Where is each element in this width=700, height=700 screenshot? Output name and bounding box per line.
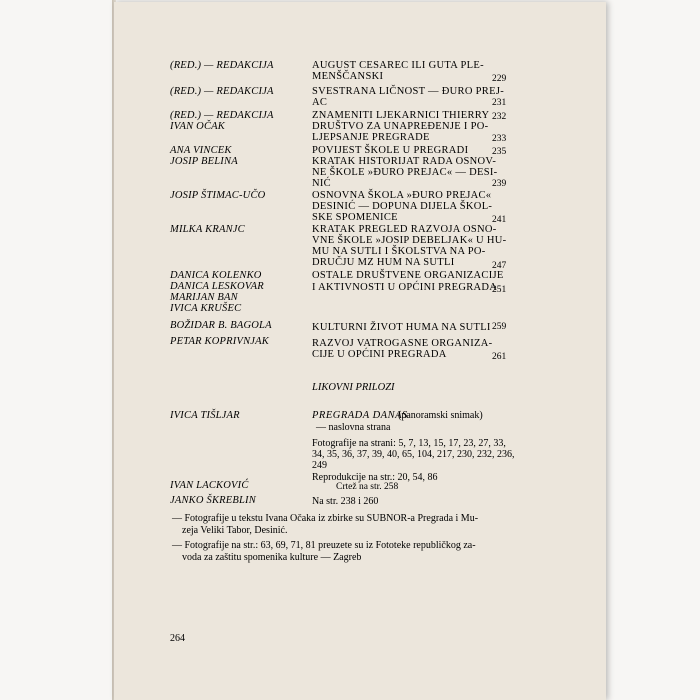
toc-title: MENŠČANSKI (312, 71, 384, 82)
toc-title: I AKTIVNOSTI U OPĆINI PREGRADA (312, 282, 498, 293)
art-main-title-note: (panoramski snimak) (398, 410, 483, 421)
toc-author: (RED.) — REDAKCIJA (170, 110, 274, 121)
footnote-line: zeja Veliki Tabor, Desinić. (182, 525, 288, 536)
toc-title: MU NA SUTLI I ŠKOLSTVA NA PO- (312, 246, 486, 257)
page-number: 264 (170, 633, 185, 644)
toc-page: 233 (492, 134, 507, 144)
section-title: LIKOVNI PRILOZI (312, 382, 395, 393)
toc-title: AC (312, 97, 328, 108)
toc-title: OSTALE DRUŠTVENE ORGANIZACIJE (312, 270, 504, 281)
toc-author: BOŽIDAR B. BAGOLA (170, 320, 272, 331)
art-repro: Reprodukcije na str.: 20, 54, 86 (312, 472, 438, 483)
art-cover-note: — naslovna strana (316, 422, 391, 433)
art-photos-line: 34, 35, 36, 37, 39, 40, 65, 104, 217, 230, 232, 236, (312, 449, 515, 460)
toc-author: DANICA KOLENKO (170, 270, 262, 281)
toc-author: PETAR KOPRIVNJAK (170, 336, 269, 347)
art-photos-line: Fotografije na strani: 5, 7, 13, 15, 17, 23, 27, 33, (312, 438, 506, 449)
toc-title: VNE ŠKOLE »JOSIP DEBELJAK« U HU- (312, 235, 507, 246)
art-author: IVAN LACKOVIĆ (170, 480, 249, 491)
toc-author: DANICA LESKOVAR (170, 281, 264, 292)
toc-title: LJEPSANJE PREGRADE (312, 132, 430, 143)
toc-title: KRATAK HISTORIJAT RADA OSNOV- (312, 156, 497, 167)
toc-author: MARIJAN BAN (170, 292, 238, 303)
toc-page: 261 (492, 352, 507, 362)
toc-title: POVIJEST ŠKOLE U PREGRADI (312, 145, 469, 156)
toc-page: 232 (492, 112, 507, 122)
toc-page: 239 (492, 179, 507, 189)
toc-title: AUGUST CESAREC ILI GUTA PLE- (312, 60, 484, 71)
footnote-line: — Fotografije u tekstu Ivana Očaka iz zbirke su SUBNOR-a Pregrada i Mu- (172, 513, 479, 524)
toc-author: IVICA KRUŠEC (170, 303, 242, 314)
toc-title: KULTURNI ŽIVOT HUMA NA SUTLI (312, 322, 491, 333)
toc-title: OSNOVNA ŠKOLA »ĐURO PREJAC« (312, 190, 492, 201)
toc-page: 259 (492, 322, 507, 332)
toc-page: 231 (492, 98, 507, 108)
toc-title: KRATAK PREGLED RAZVOJA OSNO- (312, 224, 497, 235)
toc-page: 235 (492, 147, 507, 157)
toc-title: SVESTRANA LIČNOST — ĐURO PREJ- (312, 86, 504, 97)
toc-title: RAZVOJ VATROGASNE ORGANIZA- (312, 338, 493, 349)
toc-author: (RED.) — REDAKCIJA (170, 86, 274, 97)
toc-author: IVAN OČAK (170, 121, 225, 132)
toc-author: (RED.) — REDAKCIJA (170, 60, 274, 71)
toc-title: DESINIĆ — DOPUNA DIJELA ŠKOL- (312, 201, 493, 212)
toc-page: 229 (492, 74, 507, 84)
toc-author: MILKA KRANJC (170, 224, 245, 235)
art-main-title: PREGRADA DANAS (312, 410, 408, 421)
art-author: IVICA TIŠLJAR (170, 410, 240, 421)
art-crtez: Crtež na str. 258 (336, 482, 399, 492)
toc-title: DRUŠTVO ZA UNAPREĐENJE I PO- (312, 121, 489, 132)
footnote-line: — Fotografije na str.: 63, 69, 71, 81 preuzete su iz Fototeke republičkog za- (172, 540, 476, 551)
art-photos-line: 249 (312, 460, 327, 471)
toc-author: JOSIP BELINA (170, 156, 238, 167)
toc-title: DRUČJU MZ HUM NA SUTLI (312, 257, 455, 268)
toc-author: ANA VINCEK (170, 145, 232, 156)
toc-page: 247 (492, 261, 507, 271)
toc-title: NIĆ (312, 178, 331, 189)
toc-page: 251 (492, 285, 507, 295)
toc-title: NE ŠKOLE »ĐURO PREJAC« — DESI- (312, 167, 498, 178)
toc-title: CIJE U OPĆINI PREGRADA (312, 349, 447, 360)
footnote-line: voda za zaštitu spomenika kulture — Zagreb (182, 552, 362, 563)
toc-title: SKE SPOMENICE (312, 212, 398, 223)
art-author: JANKO ŠKREBLIN (170, 495, 256, 506)
toc-page: 241 (492, 215, 507, 225)
art-pages: Na str. 238 i 260 (312, 496, 379, 507)
toc-title: ZNAMENITI LJEKARNICI THIERRY (312, 110, 490, 121)
toc-author: JOSIP ŠTIMAC-UČO (170, 190, 266, 201)
